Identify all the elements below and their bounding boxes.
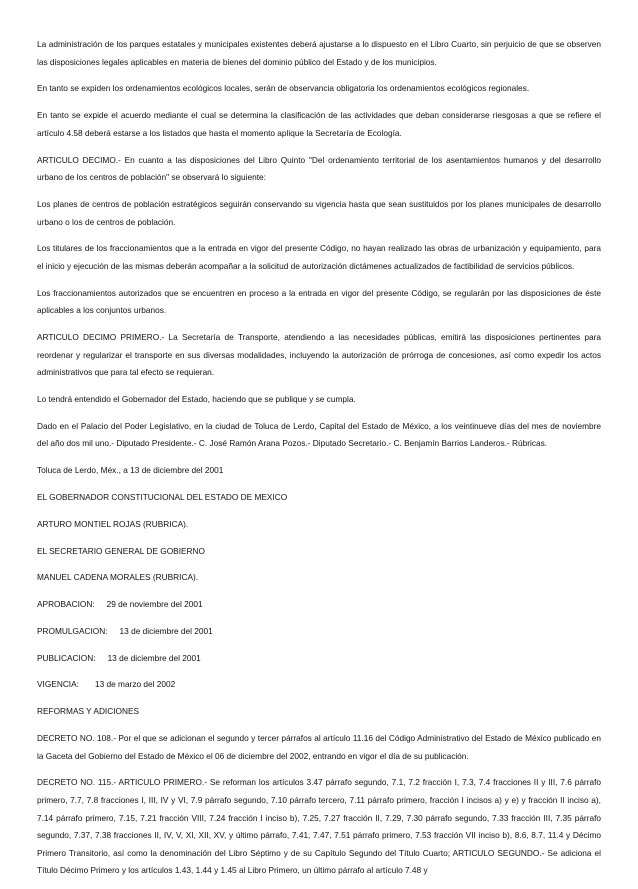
- document-page: [37, 36, 601, 889]
- paragraph-gobernador-nombre: ARTURO MONTIEL ROJAS (RUBRICA).: [37, 518, 189, 529]
- paragraph-lugar-fecha: Toluca de Lerdo, Méx., a 13 de diciembre del 2001: [37, 465, 224, 476]
- publicacion-label: PUBLICACION:: [37, 652, 96, 663]
- paragraph-titulares-fraccionamientos: Los titulares de los fraccionamientos que a la entrada en vigor del presente Código, no hayan realizado las obras de urbanización y equipamiento, para el inicio y ejecución de las mismas deberán acompañar a la solicitud de autorización dictámenes actualizados de factibilidad de servicios públicos.: [37, 243, 601, 271]
- paragraph-secretario-titulo: EL SECRETARIO GENERAL DE GOBIERNO: [37, 545, 205, 556]
- paragraph-planes-centros: Los planes de centros de población estratégicos seguirán conservando su vigencia hasta que sean sustituidos por los planes municipales de desarrollo urbano o los de centros de población.: [37, 198, 601, 227]
- aprobacion-line: [37, 596, 601, 614]
- aprobacion-label: APROBACION:: [37, 599, 95, 610]
- paragraph-articulo-decimo: ARTICULO DECIMO.- En cuanto a las disposiciones del Libro Quinto "Del ordenamiento territorial de los asentamientos humanos y del desarrollo urbano de los centros de población" se observará lo siguiente:: [37, 154, 601, 183]
- paragraph-fraccionamientos-autorizados: Los fraccionamientos autorizados que se encuentren en proceso a la entrada en vigor del presente Código, se regularán por las disposiciones de éste aplicables a los conjuntos urbanos.: [37, 287, 601, 316]
- decreto-115: DECRETO NO. 115.- ARTICULO PRIMERO.- Se reforman los artículos 3.47 párrafo segundo, 7.1, 7.2 fracción I, 7.3, 7.4 fracciones II y III, 7.6 párrafo primero, 7.7, 7.8 fracciones I, III, IV y VI, 7.9 párrafo segundo, 7.10 párrafo tercero, 7.11 párrafo primero, fracción I incisos a) y e) y fracción II inciso a), 7.14 párrafo primero, 7.15, 7.21 fracción VIII, 7.24 fracción I inciso b), 7.25, 7.27 fracción II, 7.29, 7.30 párrafo segundo, 7.33 fracción III, 7.35 párrafo segundo, 7.37, 7.38 fracciones II, IV, V, XI, XII, XV, y último párrafo, 7.41, 7.47, 7.51 párrafo primero, 7.53 fracción VII inciso b), 8.6, 8.7, 11.4 y Décimo Primero Transitorio, así como la denominación del Libro Séptimo y de su Capítulo Segundo del Título Cuarto; ARTICULO SEGUNDO.- Se adiciona el Título Décimo Primero y los artículos 1.43, 1.44 y 1.45 al Libro Primero, un último párrafo al artículo 7.48 y: [37, 777, 601, 876]
- decreto-108: DECRETO NO. 108.- Por el que se adicionan el segundo y tercer párrafos al artículo 11.16 del Código Administrativo del Estado de México publicado en la Gaceta del Gobierno del Estado de México el 06 de diciembre del 2002, entrando en vigor el día de su publicación.: [37, 732, 601, 761]
- paragraph-dado-en-palacio: Dado en el Palacio del Poder Legislativo, en la ciudad de Toluca de Lerdo, Capital del Estado de México, a los veintinueve días del mes de noviembre del año dos mil uno.- Diputado Presidente.- C. José Ramón Arana Pozos.- Diputado Secretario.- C. Benjamín Barrios Landeros.- Rúbricas.: [37, 420, 601, 449]
- paragraph-secretario-nombre: MANUEL CADENA MORALES (RUBRICA).: [37, 572, 199, 583]
- paragraph-parques: La administración de los parques estatales y municipales existentes deberá ajustarse a lo dispuesto en el Libro Cuarto, sin perjuicio de que se observen las disposiciones legales aplicables en materia de bienes del dominio público del Estado y de los municipios.: [37, 39, 601, 67]
- paragraph-gobernador-publique: Lo tendrá entendido el Gobernador del Estado, haciendo que se publique y se cumpla.: [37, 394, 356, 404]
- paragraph-actividades-riesgosas: En tanto se expide el acuerdo mediante el cual se determina la clasificación de las actividades que deban considerarse riesgosas a que se refiere el artículo 4.58 deberá estarse a los listados que hasta el momento aplique la Secretaría de Ecología.: [37, 110, 601, 138]
- paragraph-articulo-decimo-primero: ARTICULO DECIMO PRIMERO.- La Secretaría de Transporte, atendiendo a las necesidades públicas, emitirá las disposiciones pertinentes para reordenar y regularizar el transporte en sus diversas modalidades, incluyendo la autorización de prórroga de concesiones, así como expedir los actos administrativos que para tal efecto se requieran.: [37, 332, 601, 378]
- promulgacion-line: [37, 623, 601, 641]
- paragraph-ordenamientos: En tanto se expiden los ordenamientos ecológicos locales, serán de observancia obligatoria los ordenamientos ecológicos regionales.: [37, 83, 530, 94]
- promulgacion-label: PROMULGACION:: [37, 625, 108, 636]
- vigencia-value: 13 de marzo del 2002: [94, 679, 176, 690]
- publicacion-line: [37, 650, 601, 668]
- publicacion-value: 13 de diciembre del 2001: [107, 652, 201, 663]
- vigencia-label: VIGENCIA:: [37, 679, 79, 690]
- reformas-heading: REFORMAS Y ADICIONES: [37, 706, 140, 717]
- promulgacion-value: 13 de diciembre del 2001: [119, 625, 213, 636]
- paragraph-gobernador-titulo: EL GOBERNADOR CONSTITUCIONAL DEL ESTADO DE MEXICO: [37, 491, 288, 502]
- aprobacion-value: 29 de noviembre del 2001: [106, 599, 203, 610]
- vigencia-line: [37, 676, 601, 694]
